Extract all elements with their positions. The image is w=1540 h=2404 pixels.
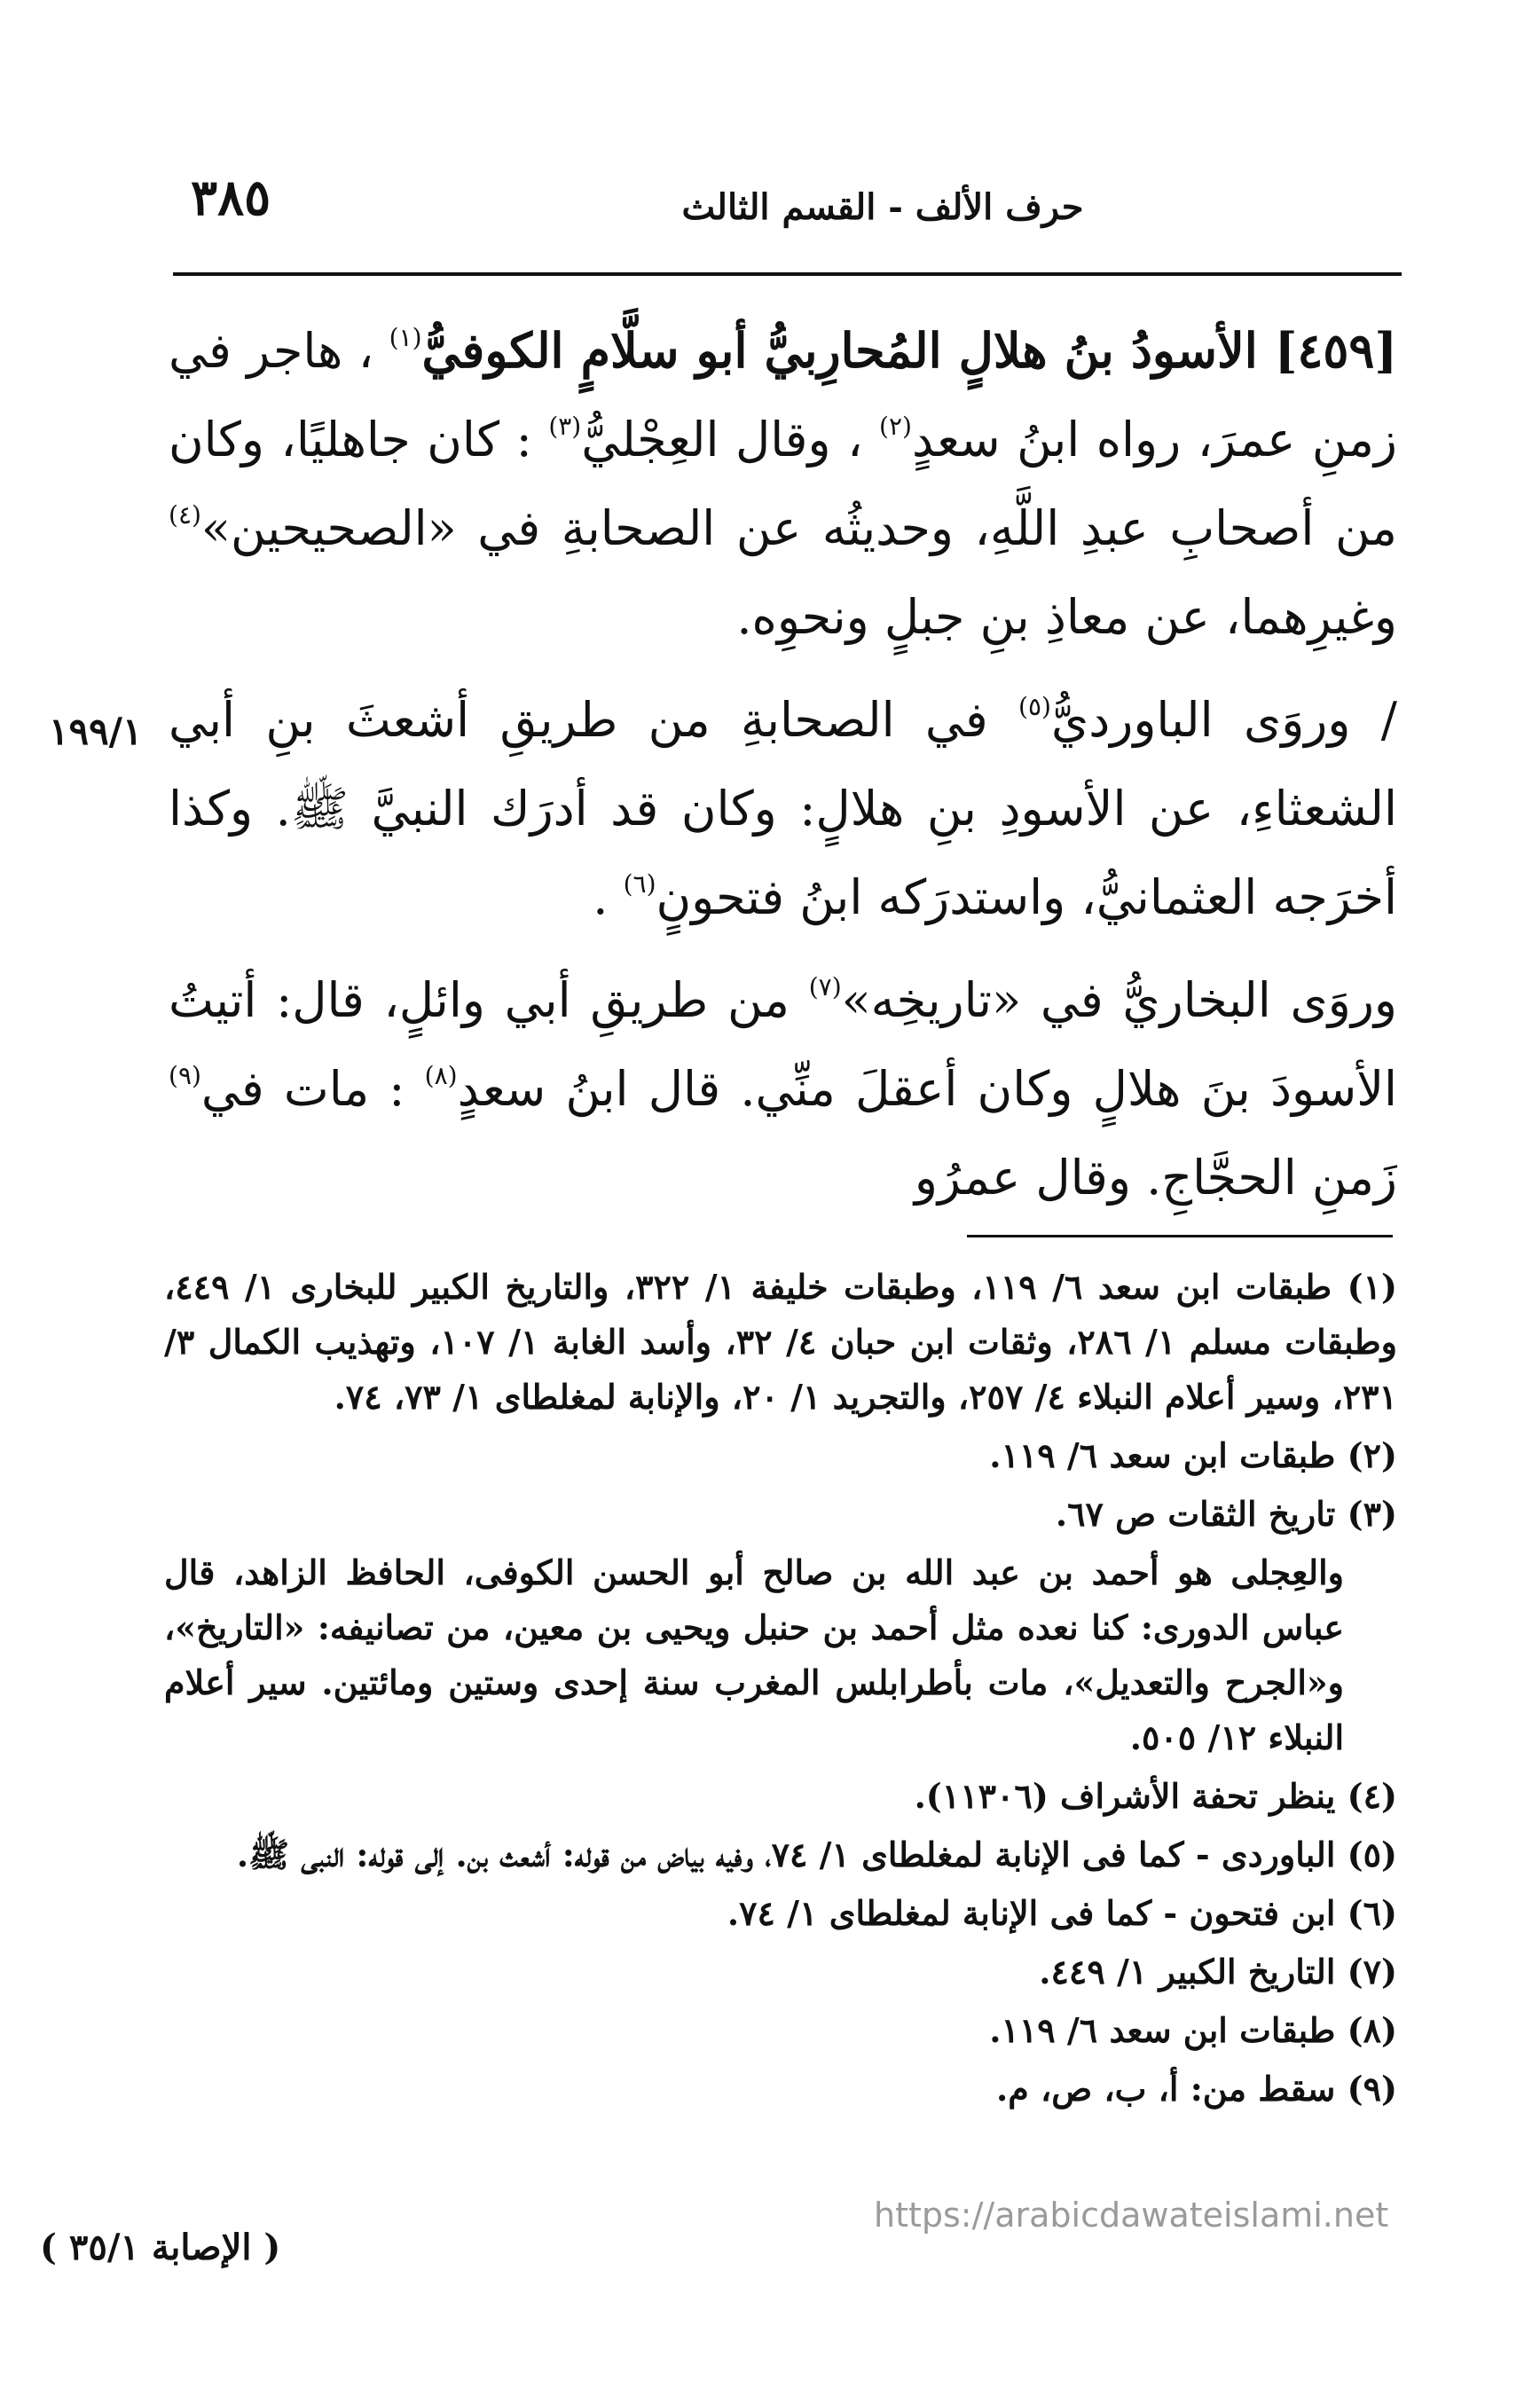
text-run: : مات في bbox=[200, 1061, 405, 1117]
footnote-5: (٥) الباوردى - كما فى الإنابة لمغلطاى ١/ ٧٤، وفيه بياض من قوله: أشعث بن. إلى قوله: النبى ﷺ. bbox=[236, 1834, 1397, 1874]
entry-paragraph-2 bbox=[169, 676, 1397, 942]
text-run: زَمنِ الحجَّاجِ. وقال عمرُو bbox=[914, 1150, 1397, 1206]
text-run: : كان جاهليًا، وكان من أصحابِ عبدِ اللَّهِ، وحديثُه عن الصحابةِ في «الصحيحين» bbox=[169, 412, 1397, 556]
text-run: في الصحابةِ من طريقِ أشعثَ بنِ أبي الشعثاءِ، عن الأسودِ بنِ هلالٍ: وكان قد أدرَك النبيَّ ﷺ. وكذا أخرَجه العثمانيُّ، واستدرَكه ابنُ فتحونٍ bbox=[169, 692, 1397, 925]
header-rule bbox=[173, 272, 1402, 276]
note-ref-1: (١) bbox=[389, 323, 422, 352]
footnote-9: (٩) سقط من: أ، ب، ص، م. bbox=[995, 2069, 1397, 2109]
note-ref-3: (٣) bbox=[548, 412, 582, 441]
book-signature: ( الإصابة ٣٥/١ ) bbox=[40, 2227, 281, 2268]
margin-volume-reference: ١٩٩/١ bbox=[49, 710, 143, 753]
text-run: وغيرِهما، عن معاذِ بنِ جبلٍ ونحوِه. bbox=[736, 589, 1397, 645]
note-ref-7: (٧) bbox=[808, 972, 842, 1002]
entry-paragraph-3 bbox=[169, 956, 1397, 1222]
entry-paragraph-1 bbox=[169, 306, 1397, 662]
text-run: ، وقال العِجْليُّ bbox=[581, 412, 863, 467]
note-ref-5: (٥) bbox=[1018, 692, 1051, 721]
main-text bbox=[169, 306, 1397, 1222]
footnote-7: (٧) التاريخ الكبير ١/ ٤٤٩. bbox=[1039, 1952, 1397, 1992]
note-ref-2: (٢) bbox=[879, 412, 912, 441]
footnote-3-continuation: والعِجلى هو أحمد بن عبد الله بن صالح أبو الحسن الكوفى، الحافظ الزاهد، قال عباس الدورى: كنا نعده مثل أحمد بن حنبل ويحيى بن معين، من تصانيفه: «التاريخ»، و«الجرح والتعديل»، مات بأطرابلس المغرب سنة إحدى وستين ومائتين. سير أعلام النبلاء ١٢/ ٥٠٥. bbox=[164, 1552, 1344, 1757]
footnote-separator bbox=[967, 1235, 1393, 1237]
note-ref-4: (٤) bbox=[169, 500, 201, 530]
running-head: حرف الألف - القسم الثالث bbox=[681, 186, 1084, 228]
page-number: ٣٨٥ bbox=[191, 169, 271, 227]
text-run: . bbox=[593, 869, 609, 925]
page-header bbox=[173, 169, 1397, 266]
text-run: ، هاجر في زمنِ عمرَ، رواه ابنُ سعدٍ bbox=[169, 323, 1397, 467]
text-run: من طريقِ أبي وائلٍ، قال: أتيتُ الأسودَ بنَ هلالٍ وكان أعقلَ منِّي. قال ابنُ سعدٍ bbox=[169, 972, 1397, 1117]
watermark-url[interactable]: https://arabicdawateislami.net bbox=[874, 2196, 1389, 2235]
text-run: وروَى البخاريُّ في «تاريخِه» bbox=[841, 972, 1397, 1028]
footnote-2: (٢) طبقات ابن سعد ٦/ ١١٩. bbox=[989, 1435, 1397, 1475]
footnote-8: (٨) طبقات ابن سعد ٦/ ١١٩. bbox=[989, 2010, 1397, 2050]
note-ref-8: (٨) bbox=[424, 1061, 458, 1090]
entry-heading: [٤٥٩] الأسودُ بنُ هلالٍ المُحارِبيُّ أبو سلَّامٍ الكوفيُّ bbox=[421, 322, 1397, 379]
footnote-4: (٤) ينظر تحفة الأشراف (١١٣٠٦). bbox=[914, 1776, 1397, 1816]
note-ref-6: (٦) bbox=[623, 869, 656, 899]
footnotes bbox=[164, 1260, 1397, 2120]
note-ref-9: (٩) bbox=[169, 1061, 201, 1090]
text-run: / وروَى الباورديُّ bbox=[1050, 692, 1397, 748]
footnote-3: (٣) تاريخ الثقات ص ٦٧. bbox=[1055, 1494, 1397, 1534]
footnote-6: (٦) ابن فتحون - كما فى الإنابة لمغلطاى ١/ ٧٤. bbox=[727, 1893, 1397, 1933]
footnote-1: (١) طبقات ابن سعد ٦/ ١١٩، وطبقات خليفة ١/ ٣٢٢، والتاريخ الكبير للبخارى ١/ ٤٤٩، وطبقات مسلم ١/ ٢٨٦، وثقات ابن حبان ٤/ ٣٢، وأسد الغابة ١/ ١٠٧، وتهذيب الكمال ٣/ ٢٣١، وسير أعلام النبلاء ٤/ ٢٥٧، والتجريد ١/ ٢٠، والإنابة لمغلطاى ١/ ٧٣، ٧٤. bbox=[164, 1267, 1398, 1417]
